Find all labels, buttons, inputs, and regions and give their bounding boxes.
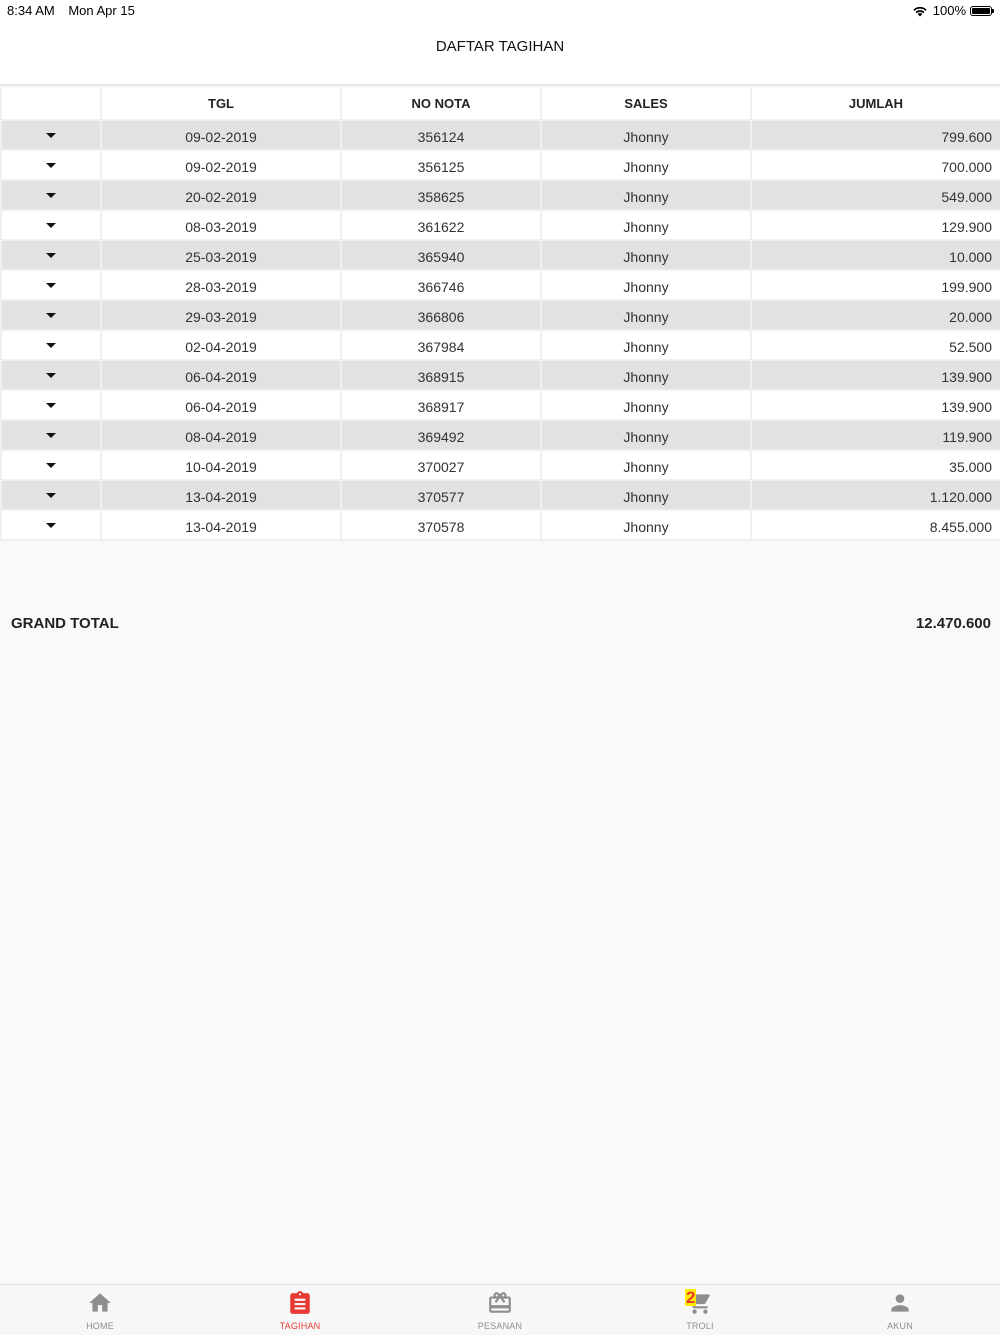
cell-sales: Jhonny (541, 480, 751, 510)
cell-tgl: 13-04-2019 (101, 480, 341, 510)
column-header-no-nota: NO NOTA (341, 86, 541, 120)
cell-sales: Jhonny (541, 150, 751, 180)
table-row[interactable] (1, 270, 1000, 300)
battery-percent: 100% (932, 3, 966, 18)
cell-no-nota: 366746 (341, 270, 541, 300)
cell-no-nota: 370577 (341, 480, 541, 510)
table-row[interactable] (1, 450, 1000, 480)
battery-icon (970, 6, 992, 16)
cell-tgl: 02-04-2019 (101, 330, 341, 360)
caret-down-icon (46, 433, 56, 438)
cell-sales: Jhonny (541, 450, 751, 480)
tab-bar (0, 1284, 1000, 1335)
cell-no-nota: 367984 (341, 330, 541, 360)
bills-table (0, 85, 1000, 541)
table-row[interactable] (1, 420, 1000, 450)
cell-tgl: 13-04-2019 (101, 510, 341, 540)
cell-sales: Jhonny (541, 180, 751, 210)
table-row[interactable] (1, 360, 1000, 390)
cell-jumlah: 139.900 (751, 360, 1000, 390)
cell-jumlah: 10.000 (751, 240, 1000, 270)
cell-sales: Jhonny (541, 270, 751, 300)
expand-toggle[interactable] (1, 300, 101, 330)
column-header-tgl: TGL (101, 86, 341, 120)
expand-toggle[interactable] (1, 240, 101, 270)
cell-no-nota: 368917 (341, 390, 541, 420)
cell-no-nota: 369492 (341, 420, 541, 450)
cell-no-nota: 356125 (341, 150, 541, 180)
expand-toggle[interactable] (1, 270, 101, 300)
home-icon (87, 1290, 113, 1316)
cell-jumlah: 199.900 (751, 270, 1000, 300)
cart-badge: 2 (686, 1288, 696, 1307)
table-row[interactable] (1, 300, 1000, 330)
cell-jumlah: 52.500 (751, 330, 1000, 360)
column-header-jumlah: JUMLAH (751, 86, 1000, 120)
table-row[interactable] (1, 240, 1000, 270)
cell-sales: Jhonny (541, 300, 751, 330)
gift-card-icon (487, 1290, 513, 1316)
cell-tgl: 25-03-2019 (101, 240, 341, 270)
caret-down-icon (46, 283, 56, 288)
status-time: 8:34 AM (7, 3, 55, 18)
expand-toggle[interactable] (1, 120, 101, 150)
cell-sales: Jhonny (541, 330, 751, 360)
cell-tgl: 09-02-2019 (101, 120, 341, 150)
wifi-icon (912, 5, 928, 17)
tab-label: PESANAN (477, 1321, 523, 1331)
expand-toggle[interactable] (1, 390, 101, 420)
expand-toggle[interactable] (1, 360, 101, 390)
cell-jumlah: 139.900 (751, 390, 1000, 420)
tab-label: HOME (86, 1321, 114, 1331)
cell-tgl: 06-04-2019 (101, 390, 341, 420)
table-row[interactable] (1, 210, 1000, 240)
expand-toggle[interactable] (1, 510, 101, 540)
caret-down-icon (46, 493, 56, 498)
clipboard-icon (287, 1290, 313, 1316)
cell-sales: Jhonny (541, 210, 751, 240)
tab-home[interactable] (0, 1285, 200, 1335)
caret-down-icon (46, 463, 56, 468)
table-row[interactable] (1, 510, 1000, 540)
expand-toggle[interactable] (1, 480, 101, 510)
cell-tgl: 06-04-2019 (101, 360, 341, 390)
cell-jumlah: 700.000 (751, 150, 1000, 180)
cell-tgl: 08-03-2019 (101, 210, 341, 240)
caret-down-icon (46, 223, 56, 228)
tab-akun[interactable] (800, 1285, 1000, 1335)
cell-jumlah: 119.900 (751, 420, 1000, 450)
status-bar (0, 0, 1000, 22)
cell-sales: Jhonny (541, 120, 751, 150)
status-date: Mon Apr 15 (68, 3, 135, 18)
cell-no-nota: 365940 (341, 240, 541, 270)
cell-sales: Jhonny (541, 510, 751, 540)
tab-troli[interactable] (600, 1285, 800, 1335)
person-icon (887, 1290, 913, 1316)
cell-sales: Jhonny (541, 360, 751, 390)
expand-toggle[interactable] (1, 330, 101, 360)
cell-sales: Jhonny (541, 240, 751, 270)
expand-toggle[interactable] (1, 180, 101, 210)
cell-tgl: 08-04-2019 (101, 420, 341, 450)
cell-sales: Jhonny (541, 390, 751, 420)
grand-total-label: GRAND TOTAL (11, 615, 119, 632)
cell-no-nota: 366806 (341, 300, 541, 330)
tab-pesanan[interactable] (400, 1285, 600, 1335)
cell-jumlah: 20.000 (751, 300, 1000, 330)
page-title: DAFTAR TAGIHAN (435, 38, 565, 55)
tab-label: AKUN (887, 1321, 913, 1331)
cell-no-nota: 361622 (341, 210, 541, 240)
cell-sales: Jhonny (541, 420, 751, 450)
cell-jumlah: 1.120.000 (751, 480, 1000, 510)
cell-jumlah: 799.600 (751, 120, 1000, 150)
table-header-row (1, 86, 1000, 120)
cell-no-nota: 368915 (341, 360, 541, 390)
expand-toggle[interactable] (1, 150, 101, 180)
table-row[interactable] (1, 180, 1000, 210)
cell-jumlah: 129.900 (751, 210, 1000, 240)
column-header-sales: SALES (541, 86, 751, 120)
nav-bar (0, 22, 1000, 85)
table-row[interactable] (1, 120, 1000, 150)
caret-down-icon (46, 523, 56, 528)
cell-tgl: 28-03-2019 (101, 270, 341, 300)
caret-down-icon (46, 343, 56, 348)
tab-label: TROLI (686, 1321, 714, 1331)
cell-no-nota: 356124 (341, 120, 541, 150)
cell-no-nota: 358625 (341, 180, 541, 210)
cell-no-nota: 370578 (341, 510, 541, 540)
cell-tgl: 09-02-2019 (101, 150, 341, 180)
grand-total-row (0, 605, 1000, 641)
cell-jumlah: 549.000 (751, 180, 1000, 210)
cell-jumlah: 8.455.000 (751, 510, 1000, 540)
cell-tgl: 10-04-2019 (101, 450, 341, 480)
caret-down-icon (46, 403, 56, 408)
expand-toggle[interactable] (1, 210, 101, 240)
tab-label: TAGIHAN (279, 1321, 321, 1331)
caret-down-icon (46, 253, 56, 258)
table-row[interactable] (1, 330, 1000, 360)
caret-down-icon (46, 313, 56, 318)
cell-tgl: 29-03-2019 (101, 300, 341, 330)
table-row[interactable] (1, 480, 1000, 510)
caret-down-icon (46, 163, 56, 168)
expand-toggle[interactable] (1, 420, 101, 450)
table-row[interactable] (1, 390, 1000, 420)
caret-down-icon (46, 193, 56, 198)
cell-tgl: 20-02-2019 (101, 180, 341, 210)
grand-total-value: 12.470.600 (915, 615, 991, 632)
column-header-expand (1, 86, 101, 120)
tab-tagihan[interactable] (200, 1285, 400, 1335)
expand-toggle[interactable] (1, 450, 101, 480)
cell-jumlah: 35.000 (751, 450, 1000, 480)
table-row[interactable] (1, 150, 1000, 180)
cell-no-nota: 370027 (341, 450, 541, 480)
caret-down-icon (46, 373, 56, 378)
caret-down-icon (46, 133, 56, 138)
